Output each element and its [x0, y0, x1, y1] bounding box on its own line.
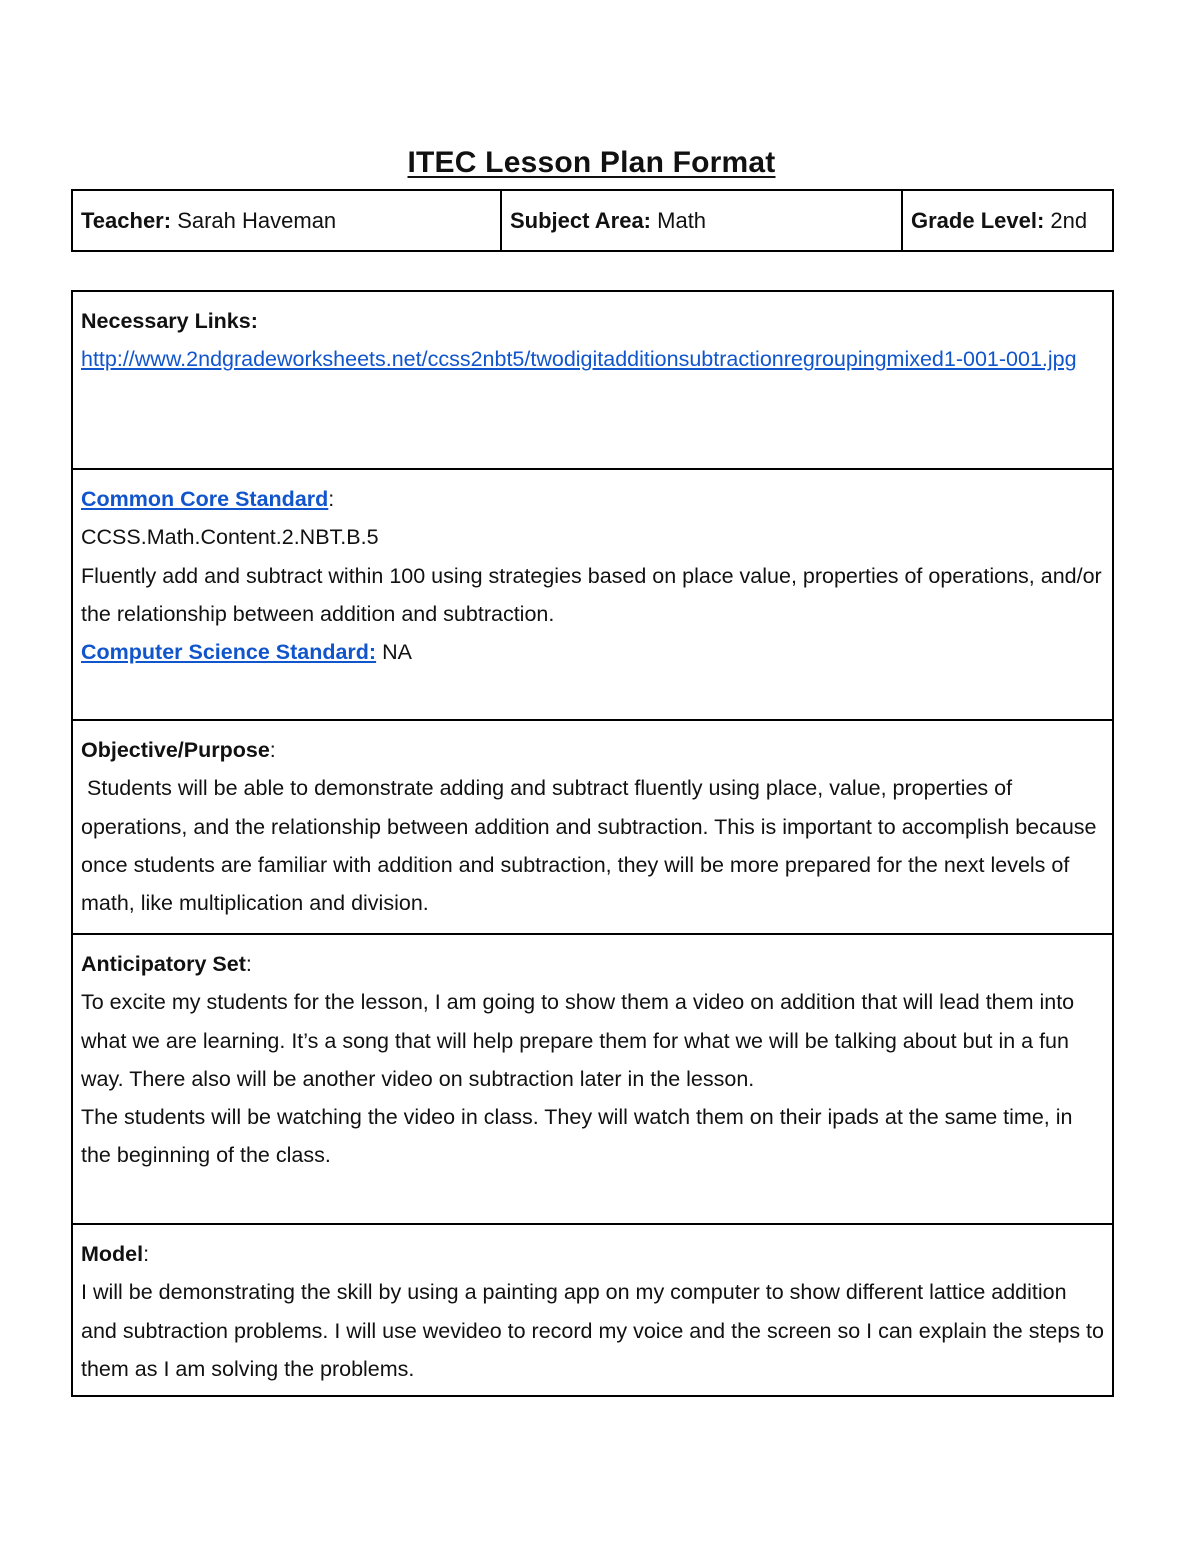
anticipatory-heading: Anticipatory Set — [81, 952, 246, 976]
common-core-colon: : — [328, 487, 335, 511]
common-core-standard-link[interactable]: Common Core Standard — [81, 487, 329, 511]
model-section — [73, 1223, 1112, 1395]
anticipatory-paragraph-2: The students will be watching the video in class. They will watch them on their ipads at the same time, in the beginning of the class. — [81, 1105, 1073, 1168]
subject-value: Math — [651, 207, 707, 233]
standard-description: Fluently add and subtract within 100 using strategies based on place value, properties of operations, and/or the relationship between addition and subtraction. — [81, 563, 1102, 626]
standard-code: CCSS.Math.Content.2.NBT.B.5 — [81, 525, 379, 550]
grade-value: 2nd — [1044, 207, 1088, 233]
header-table — [71, 189, 1114, 252]
objective-colon: : — [269, 738, 276, 762]
anticipatory-paragraph-1: To excite my students for the lesson, I am going to show them a video on addition that will lead them into what we are learning. It’s a song that will help prepare them for what we will be talking about but in a fun way. There also will be another video on subtraction later in the lesson. — [81, 990, 1075, 1091]
objective-section — [73, 719, 1112, 933]
computer-science-standard-link[interactable]: Computer Science Standard: — [81, 640, 377, 665]
anticipatory-set-section — [73, 933, 1112, 1223]
grade-label: Grade Level: — [911, 207, 1045, 233]
necessary-links-heading: Necessary Links: — [81, 309, 258, 333]
model-colon: : — [143, 1242, 150, 1266]
teacher-label: Teacher: — [81, 207, 172, 233]
objective-text: Students will be able to demonstrate adding and subtract fluently using place, value, properties of operations, and the relationship between addition and subtraction. This is important to accomplish because once students are familiar with addition and subtraction, they will be more prepared for the next levels of math, like multiplication and division. — [81, 776, 1097, 916]
computer-science-value: NA — [376, 640, 412, 665]
grade-cell — [901, 191, 1112, 250]
model-heading: Model — [81, 1242, 144, 1266]
subject-label: Subject Area: — [510, 207, 652, 233]
objective-heading: Objective/Purpose — [81, 738, 270, 762]
worksheet-link[interactable]: http://www.2ndgradeworksheets.net/ccss2nbt5/twodigitadditionsubtractionregroupingmixed1-001-001.jpg — [81, 347, 1077, 372]
standards-section — [73, 468, 1112, 719]
necessary-links-section — [73, 292, 1112, 468]
anticipatory-colon: : — [245, 952, 252, 976]
page-title: ITEC Lesson Plan Format — [407, 146, 776, 179]
teacher-value: Sarah Haveman — [171, 207, 337, 233]
lesson-plan-table — [71, 290, 1114, 1397]
model-text: I will be demonstrating the skill by using a painting app on my computer to show different lattice addition and subtraction problems. I will use wevideo to record my voice and the screen so I can explain the steps to them as I am solving the problems. — [81, 1280, 1104, 1381]
subject-cell — [500, 191, 901, 250]
teacher-cell — [73, 191, 500, 250]
